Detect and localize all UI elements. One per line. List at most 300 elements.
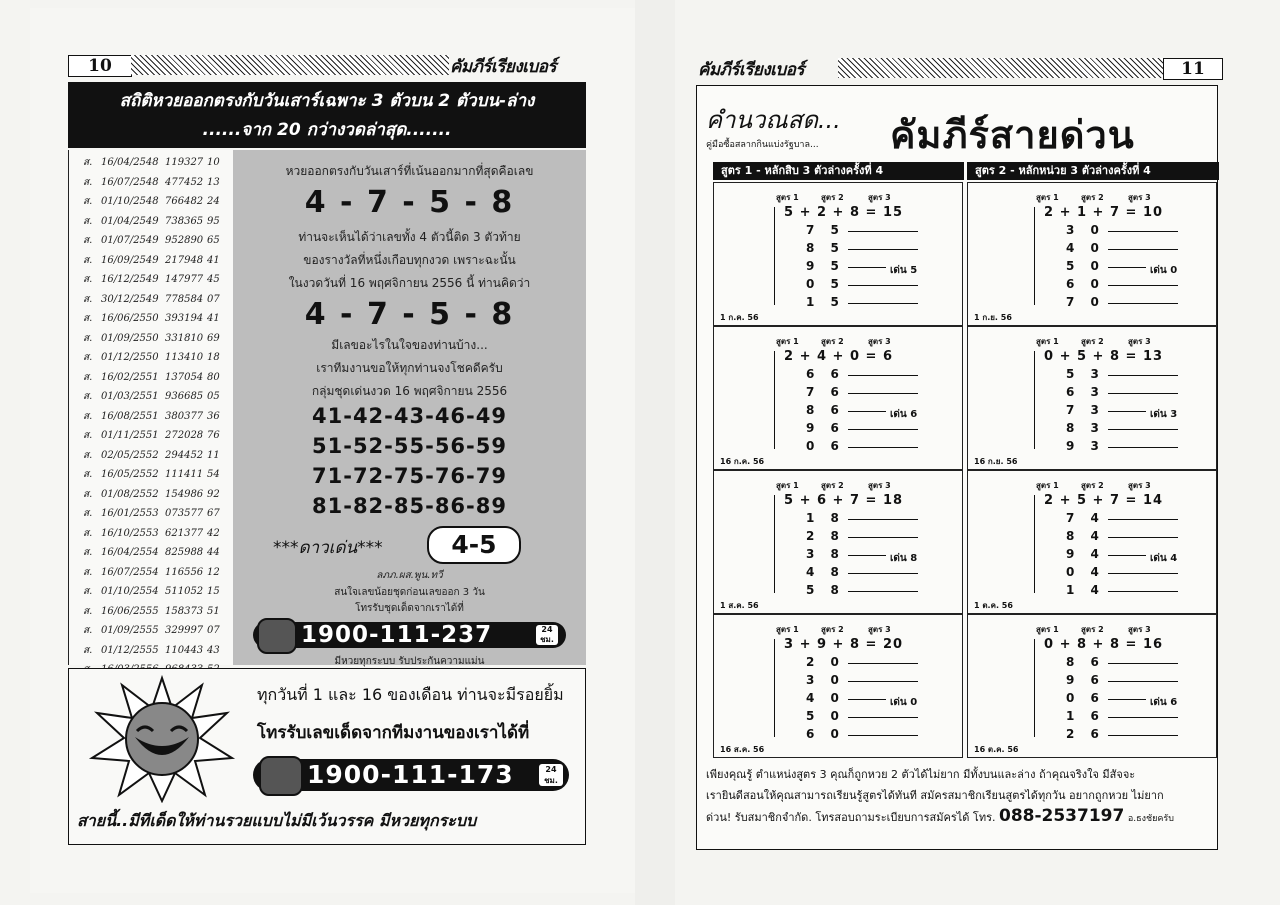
stats-row — [69, 153, 234, 173]
formula-cell — [713, 326, 963, 470]
formula-equation: 0 + 5 + 8 = 13 — [1044, 349, 1164, 364]
stats-cell-date: 16/09/2549 — [101, 254, 159, 266]
stats-cell-two: 07 — [207, 625, 220, 636]
pointer-line — [848, 249, 918, 250]
left-title — [68, 82, 586, 148]
left-title-line2: ......จาก 20 กว่างวดล่าสุด....... — [202, 120, 452, 140]
pointer-line — [1108, 663, 1178, 664]
formula-label: สูตร 1 — [776, 193, 799, 202]
formula-pair: 8 6 — [806, 403, 845, 417]
formula-cell — [967, 182, 1217, 326]
pointer-line — [848, 303, 918, 304]
formula-pair: 9 5 — [806, 259, 845, 273]
down-arrow-icon — [1034, 495, 1035, 593]
stats-cell-date: 16/08/2551 — [101, 410, 159, 422]
stats-cell-three: 393194 — [165, 313, 204, 324]
footer-line3-row — [706, 806, 1211, 830]
stats-row — [69, 212, 234, 232]
stats-cell-date: 30/12/2549 — [101, 293, 159, 305]
sun-smile-icon — [87, 673, 237, 803]
stats-row — [69, 504, 234, 524]
stats-row — [69, 524, 234, 544]
formula-cell — [713, 470, 963, 614]
stats-cell-date: 01/10/2554 — [101, 586, 159, 597]
left-page-number: 10 — [68, 55, 132, 77]
stats-cell-d: ส. — [83, 469, 93, 480]
stats-cell-date: 01/11/2551 — [101, 430, 159, 441]
star-row — [233, 524, 586, 566]
stats-cell-d: ส. — [83, 196, 93, 207]
formula-pair: 0 6 — [1066, 691, 1105, 705]
stats-cell-date: 01/04/2549 — [101, 215, 159, 227]
panel-set4: 81-82-85-86-89 — [312, 494, 507, 518]
formula-highlight: เด่น 0 — [1150, 265, 1178, 276]
stats-cell-two: 24 — [207, 196, 220, 207]
phone-icon — [257, 618, 297, 654]
stats-cell-date: 01/03/2551 — [101, 391, 159, 402]
ad-line2: โทรรับเลขเด็ดจากทีมงานของเราได้ที่ — [257, 723, 530, 743]
stats-cell-two: 95 — [207, 215, 220, 227]
stats-cell-two: 80 — [207, 371, 220, 383]
panel-intro: หวยออกตรงกับวันเสาร์ที่เน้นออกมากที่สุดคือเลข — [285, 164, 534, 178]
pointer-line — [848, 537, 918, 538]
stats-cell-three: 116556 — [165, 566, 204, 578]
stats-cell-three: 778584 — [165, 293, 204, 305]
stats-cell-three: 217948 — [165, 254, 204, 266]
pointer-line — [848, 591, 918, 592]
stats-cell-two: 41 — [207, 313, 220, 324]
stats-cell-two: 54 — [207, 469, 220, 480]
stats-cell-date: 01/09/2550 — [101, 332, 159, 344]
formula-pair: 6 3 — [1066, 385, 1105, 399]
panel-set3: 71-72-75-76-79 — [312, 464, 507, 488]
stats-cell-two: 69 — [207, 332, 220, 344]
stats-cell-date: 16/02/2551 — [101, 371, 159, 383]
formula-pair: 5 0 — [1066, 259, 1105, 273]
pointer-line — [848, 555, 886, 556]
stats-cell-three: 147977 — [165, 274, 204, 285]
stats-cell-date: 16/07/2548 — [101, 176, 159, 188]
stats-row — [69, 563, 234, 583]
stats-cell-d: ส. — [83, 157, 93, 168]
footer-line1: เพียงคุณรู้ ตำแหน่งสูตร 3 คุณก็ถูกหวย 2 ตัวได้ไม่ยาก มีทั้งบนและล่าง ถ้าคุณจริงใจ มีสัจจะ — [706, 768, 1136, 781]
stats-cell-date: 16/04/2554 — [101, 547, 159, 558]
prediction-panel — [233, 150, 586, 665]
formula-equation: 0 + 8 + 8 = 16 — [1044, 637, 1164, 652]
stats-cell-three: 738365 — [165, 215, 204, 227]
pointer-line — [848, 573, 918, 574]
stats-rows — [69, 150, 234, 699]
stats-cell-d: ส. — [83, 254, 93, 266]
formula-cell — [967, 326, 1217, 470]
ad-bottom: สายนี้..มีทีเด็ดให้ท่านรวยแบบไม่มีเว้นวรรค มีหวยทุกระบบ — [77, 811, 477, 830]
pointer-line — [1108, 555, 1146, 556]
pointer-line — [1108, 393, 1178, 394]
formula-equation: 5 + 2 + 8 = 15 — [784, 205, 904, 220]
col1-title: สูตร 1 - หลักสิบ 3 ตัวล่างครั้งที่ 4 — [713, 162, 964, 180]
formula-pair: 6 0 — [806, 727, 845, 741]
stats-row — [69, 368, 234, 388]
stats-row — [69, 309, 234, 329]
formula-pair: 9 3 — [1066, 439, 1105, 453]
stats-cell-two: 36 — [207, 410, 220, 422]
formula-label: สูตร 3 — [1128, 337, 1151, 346]
ad-phone-bar — [253, 759, 569, 791]
pointer-line — [1108, 573, 1178, 574]
pointer-line — [848, 267, 886, 268]
panel-text5: เราทีมงานขอให้ทุกท่านจงโชคดีครับ — [316, 361, 503, 375]
formula-highlight: เด่น 6 — [890, 409, 918, 420]
down-arrow-icon — [774, 639, 775, 737]
formula-label: สูตร 2 — [1081, 481, 1104, 490]
stats-cell-d: ส. — [83, 586, 93, 597]
header-big: คัมภีร์สายด่วน — [890, 113, 1135, 157]
formula-label: สูตร 1 — [1036, 337, 1059, 346]
panel-set2: 51-52-55-56-59 — [312, 434, 507, 458]
down-arrow-icon — [774, 495, 775, 593]
stats-cell-d: ส. — [83, 605, 93, 617]
stats-cell-d: ส. — [83, 293, 93, 305]
stats-cell-three: 113410 — [165, 352, 204, 363]
stats-row — [69, 426, 234, 446]
formula-pair: 1 5 — [806, 295, 845, 309]
stats-cell-three: 331810 — [165, 332, 204, 344]
formula-label: สูตร 3 — [1128, 193, 1151, 202]
stats-cell-two: 92 — [207, 488, 220, 500]
stats-cell-three: 111411 — [165, 469, 204, 480]
formula-pair: 0 5 — [806, 277, 845, 291]
stats-cell-date: 01/12/2555 — [101, 644, 159, 656]
formula-equation: 2 + 5 + 7 = 14 — [1044, 493, 1164, 508]
pointer-line — [848, 735, 918, 736]
panel-phone-bar — [253, 622, 566, 648]
formula-label: สูตร 3 — [868, 337, 891, 346]
formula-date: 1 ก.ย. 56 — [974, 313, 1012, 322]
panel-note1: สนใจเลขน้อยชุดก่อนเลขออก 3 วัน — [334, 587, 485, 598]
pointer-line — [848, 663, 918, 664]
ad-line1: ทุกวันที่ 1 และ 16 ของเดือน ท่านจะมีรอยยิ้ม — [257, 685, 564, 704]
formula-label: สูตร 1 — [1036, 481, 1059, 490]
down-arrow-icon — [774, 351, 775, 449]
right-header-hatch — [838, 58, 1163, 78]
formula-equation: 3 + 9 + 8 = 20 — [784, 637, 904, 652]
formula-label: สูตร 1 — [776, 625, 799, 634]
formula-pair: 8 6 — [1066, 655, 1105, 669]
stats-cell-date: 01/07/2549 — [101, 235, 159, 246]
stats-cell-d: ส. — [83, 371, 93, 383]
stats-cell-three: 110443 — [165, 644, 204, 656]
stats-row — [69, 485, 234, 505]
panel-text1: ท่านจะเห็นได้ว่าเลขทั้ง 4 ตัวนี้ติด 3 ตัวท้าย — [298, 230, 521, 244]
formula-label: สูตร 2 — [1081, 337, 1104, 346]
stats-cell-three: 621377 — [165, 527, 204, 539]
formula-pair: 2 0 — [806, 655, 845, 669]
stats-row — [69, 348, 234, 368]
formula-pair: 6 6 — [806, 367, 845, 381]
pointer-line — [848, 285, 918, 286]
formula-pair: 4 8 — [806, 565, 845, 579]
formula-date: 16 ส.ค. 56 — [720, 745, 765, 754]
pointer-line — [1108, 249, 1178, 250]
formula-pair: 7 4 — [1066, 511, 1105, 525]
footer-sign: อ.ธงชัยครับ — [1127, 814, 1174, 824]
formula-pair: 6 0 — [1066, 277, 1105, 291]
pointer-line — [848, 681, 918, 682]
down-arrow-icon — [1034, 351, 1035, 449]
formula-pair: 2 6 — [1066, 727, 1105, 741]
stats-cell-d: ส. — [83, 644, 93, 656]
stats-row — [69, 173, 234, 193]
formula-date: 16 ก.ย. 56 — [974, 457, 1018, 466]
formula-date: 1 ก.ค. 56 — [720, 313, 759, 322]
panel-footer1: มีหวยทุกระบบ รับประกันความแม่น — [334, 656, 485, 667]
stats-cell-three: 511052 — [165, 586, 204, 597]
stats-cell-three: 477452 — [165, 176, 204, 188]
pointer-line — [1108, 537, 1178, 538]
formula-label: สูตร 2 — [821, 193, 844, 202]
gutter — [635, 0, 675, 905]
stats-cell-date: 01/12/2550 — [101, 352, 159, 363]
stats-row — [69, 446, 234, 466]
formula-pair: 1 6 — [1066, 709, 1105, 723]
down-arrow-icon — [1034, 207, 1035, 305]
stats-cell-two: 11 — [207, 449, 220, 461]
footer-line2: เรายินดีสอนให้คุณสามารถเรียนรู้สูตรได้ทันที สมัครสมาชิกเรียนสูตรได้ทุกวัน อยากถูกหวย ไม่ยาก — [706, 789, 1164, 802]
stats-row — [69, 602, 234, 622]
right-footer — [706, 764, 1211, 844]
stats-row — [69, 621, 234, 641]
panel-num2: 4 - 7 - 5 - 8 — [304, 297, 515, 332]
formula-label: สูตร 3 — [868, 481, 891, 490]
formula-label: สูตร 3 — [1128, 625, 1151, 634]
formula-equation: 2 + 1 + 7 = 10 — [1044, 205, 1164, 220]
stats-cell-d: ส. — [83, 274, 93, 285]
stats-cell-two: 45 — [207, 274, 220, 285]
formula-pair: 3 0 — [1066, 223, 1105, 237]
right-brand: คัมภีร์เรียงเบอร์ — [698, 60, 805, 80]
stats-row — [69, 641, 234, 661]
stats-cell-d: ส. — [83, 625, 93, 636]
stats-cell-date: 01/10/2548 — [101, 196, 159, 207]
stats-cell-d: ส. — [83, 527, 93, 539]
stats-cell-two: 15 — [207, 586, 220, 597]
ad-box — [68, 668, 586, 845]
stats-cell-two: 12 — [207, 566, 220, 578]
pointer-line — [1108, 735, 1178, 736]
footer-line3: ด่วน! รับสมาชิกจำกัด. โทรสอบถามระเบียบการสมัครได้ โทร. — [706, 811, 996, 824]
stats-cell-d: ส. — [83, 352, 93, 363]
stats-cell-three: 380377 — [165, 410, 204, 422]
stats-cell-date: 01/08/2552 — [101, 488, 159, 500]
formula-label: สูตร 3 — [868, 193, 891, 202]
formula-pair: 2 8 — [806, 529, 845, 543]
formula-pair: 4 0 — [806, 691, 845, 705]
formula-pair: 7 6 — [806, 385, 845, 399]
pointer-line — [848, 429, 918, 430]
stats-row — [69, 465, 234, 485]
pointer-line — [848, 411, 886, 412]
pointer-line — [1108, 231, 1178, 232]
pointer-line — [1108, 285, 1178, 286]
stats-cell-d: ส. — [83, 449, 93, 461]
stats-row — [69, 270, 234, 290]
formula-pair: 1 8 — [806, 511, 845, 525]
panel-phone-note: 24 ชม. — [536, 625, 558, 645]
stats-cell-d: ส. — [83, 176, 93, 188]
stats-cell-two: 43 — [207, 644, 220, 656]
formula-pair: 9 6 — [1066, 673, 1105, 687]
panel-note2: โทรรับชุดเด็ดจากเราได้ที่ — [355, 603, 464, 614]
pointer-line — [848, 231, 918, 232]
formula-highlight: เด่น 3 — [1150, 409, 1178, 420]
stats-cell-d: ส. — [83, 332, 93, 344]
stats-cell-two: 07 — [207, 293, 220, 305]
stats-cell-d: ส. — [83, 430, 93, 441]
stats-cell-two: 05 — [207, 391, 220, 402]
star-value: 4-5 — [427, 526, 521, 564]
stats-table — [68, 150, 234, 665]
header-sub: คู่มือซื้อสลากกินแบ่งรัฐบาล... — [706, 140, 819, 150]
stats-cell-date: 16/01/2553 — [101, 508, 159, 519]
stats-cell-three: 294452 — [165, 449, 204, 461]
stats-cell-two: 42 — [207, 527, 220, 539]
formula-pair: 8 3 — [1066, 421, 1105, 435]
col2-title: สูตร 2 - หลักหน่วย 3 ตัวล่างครั้งที่ 4 — [967, 162, 1219, 180]
stats-cell-three: 936685 — [165, 391, 204, 402]
pointer-line — [1108, 681, 1178, 682]
stats-cell-three: 137054 — [165, 371, 204, 383]
stats-cell-d: ส. — [83, 215, 93, 227]
stats-cell-d: ส. — [83, 547, 93, 558]
formula-date: 1 ส.ค. 56 — [720, 601, 759, 610]
stats-cell-date: 16/06/2555 — [101, 605, 159, 617]
stats-row — [69, 290, 234, 310]
pointer-line — [848, 375, 918, 376]
formula-highlight: เด่น 0 — [890, 697, 918, 708]
pointer-line — [1108, 429, 1178, 430]
formula-pair: 3 0 — [806, 673, 845, 687]
stats-row — [69, 407, 234, 427]
stats-row — [69, 387, 234, 407]
formula-pair: 0 6 — [806, 439, 845, 453]
pointer-line — [1108, 699, 1146, 700]
pointer-line — [1108, 375, 1178, 376]
formula-pair: 8 4 — [1066, 529, 1105, 543]
stats-cell-two: 67 — [207, 508, 220, 519]
formula-date: 1 ต.ค. 56 — [974, 601, 1013, 610]
stats-row — [69, 329, 234, 349]
formula-label: สูตร 2 — [1081, 193, 1104, 202]
formula-cell — [713, 614, 963, 758]
footer-phone[interactable]: 088-2537197 — [998, 806, 1125, 826]
panel-signer: ลภภ.ผส.พูน.ทวี — [376, 570, 443, 581]
formula-label: สูตร 2 — [821, 337, 844, 346]
panel-text3: ในงวดวันที่ 16 พฤศจิกายน 2556 นี้ ท่านคิดว่า — [288, 276, 531, 290]
formula-equation: 2 + 4 + 0 = 6 — [784, 349, 894, 364]
formula-date: 16 ต.ค. 56 — [974, 745, 1019, 754]
pointer-line — [1108, 411, 1146, 412]
stats-row — [69, 582, 234, 602]
formula-label: สูตร 2 — [821, 625, 844, 634]
pointer-line — [848, 699, 886, 700]
pointer-line — [848, 393, 918, 394]
formula-cell — [967, 470, 1217, 614]
stats-cell-date: 16/05/2552 — [101, 469, 159, 480]
stats-cell-d: ส. — [83, 488, 93, 500]
down-arrow-icon — [774, 207, 775, 305]
stats-cell-d: ส. — [83, 566, 93, 578]
pointer-line — [1108, 267, 1146, 268]
stats-cell-date: 01/09/2555 — [101, 625, 159, 636]
stats-cell-d: ส. — [83, 235, 93, 246]
stats-cell-date: 16/12/2549 — [101, 274, 159, 285]
stats-cell-date: 16/10/2553 — [101, 527, 159, 539]
stats-cell-two: 41 — [207, 254, 220, 266]
stats-cell-three: 154986 — [165, 488, 204, 500]
stats-cell-three: 952890 — [165, 235, 204, 246]
formula-label: สูตร 3 — [1128, 481, 1151, 490]
stats-cell-two: 44 — [207, 547, 220, 558]
formula-cell — [967, 614, 1217, 758]
stats-cell-d: ส. — [83, 391, 93, 402]
formula-pair: 4 0 — [1066, 241, 1105, 255]
stats-cell-three: 073577 — [165, 508, 204, 519]
stats-cell-two: 76 — [207, 430, 220, 441]
pointer-line — [1108, 717, 1178, 718]
pointer-line — [1108, 519, 1178, 520]
formula-label: สูตร 1 — [776, 481, 799, 490]
formula-highlight: เด่น 5 — [890, 265, 918, 276]
pointer-line — [1108, 303, 1178, 304]
panel-phone-number[interactable]: 1900-111-237 — [301, 622, 493, 648]
formula-pair: 5 0 — [806, 709, 845, 723]
stats-row — [69, 251, 234, 271]
formula-label: สูตร 2 — [821, 481, 844, 490]
stats-row — [69, 543, 234, 563]
pointer-line — [1108, 591, 1178, 592]
ad-phone-icon — [259, 756, 303, 796]
formula-pair: 3 8 — [806, 547, 845, 561]
pointer-line — [848, 717, 918, 718]
stats-cell-three: 272028 — [165, 430, 204, 441]
stats-cell-d: ส. — [83, 508, 93, 519]
star-label: ***ดาวเด่น*** — [273, 538, 383, 558]
formula-equation: 5 + 6 + 7 = 18 — [784, 493, 904, 508]
formula-pair: 5 8 — [806, 583, 845, 597]
stats-cell-two: 65 — [207, 235, 220, 246]
down-arrow-icon — [1034, 639, 1035, 737]
panel-text6: กลุ่มชุดเด่นงวด 16 พฤศจิกายน 2556 — [311, 384, 508, 398]
stats-cell-three: 158373 — [165, 605, 204, 617]
formula-highlight: เด่น 6 — [1150, 697, 1178, 708]
stats-cell-three: 825988 — [165, 547, 204, 558]
formula-pair: 7 3 — [1066, 403, 1105, 417]
stats-cell-date: 16/07/2554 — [101, 566, 159, 578]
stats-cell-two: 13 — [207, 176, 220, 188]
right-page-number: 11 — [1163, 58, 1223, 80]
ad-phone-number[interactable]: 1900-111-173 — [307, 760, 514, 789]
ad-phone-note: 24 ชม. — [539, 764, 563, 786]
stats-cell-two: 10 — [207, 157, 220, 168]
formula-pair: 9 6 — [806, 421, 845, 435]
stats-cell-d: ส. — [83, 410, 93, 422]
pointer-line — [1108, 447, 1178, 448]
stats-cell-date: 16/04/2548 — [101, 157, 159, 168]
left-title-line1: สถิติหวยออกตรงกับวันเสาร์เฉพาะ 3 ตัวบน 2 ตัวบน-ล่าง — [119, 91, 535, 111]
panel-text2: ของรางวัลที่หนึ่งเกือบทุกงวด เพราะฉะนั้น — [303, 253, 516, 267]
formula-label: สูตร 3 — [868, 625, 891, 634]
formula-pair: 7 5 — [806, 223, 845, 237]
